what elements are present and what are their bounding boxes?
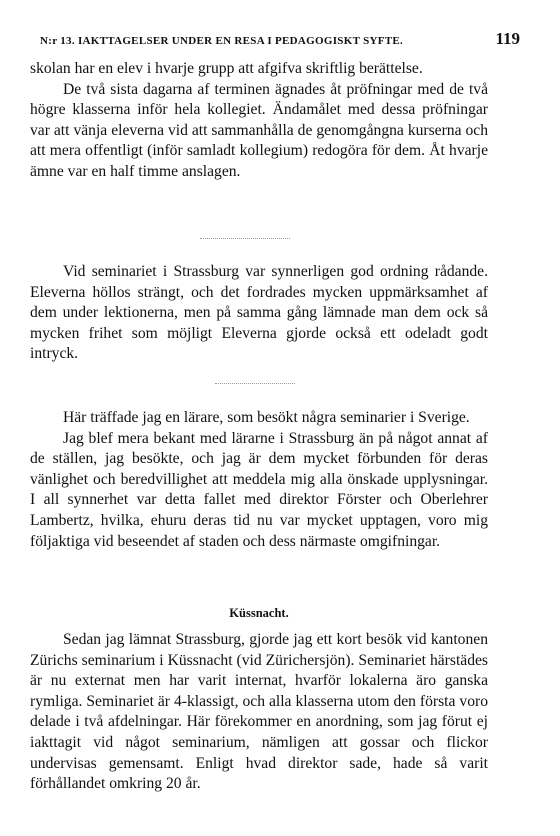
page-number: 119 — [495, 29, 520, 48]
text-block-3 — [30, 408, 488, 552]
section-separator — [215, 383, 295, 384]
page-header — [40, 29, 520, 53]
paragraph-kussnacht: Sedan jag lämnat Strassburg, gjorde jag ett kort besök vid kantonen Zürichs seminarium i Küssnacht (vid Zürichersjön). Seminariet härstädes är nu externat men har varit internat, hvarför lokalerna äro ganska rymliga. Seminariet är 4-klassigt, och alla klasserna utom den första voro delade i två afdelningar. Här förekommer en anordning, som jag förut ej iakttagit vid något seminarium, nämligen att gossar och flickor undervisas gemensamt. Enligt hvad direktor sade, hade så varit förhållandet omkring 20 år. — [30, 631, 488, 793]
text-block-2 — [30, 262, 488, 365]
running-title: N:r 13. IAKTTAGELSER UNDER EN RESA I PEDAGOGISKT SYFTE. — [40, 35, 404, 47]
section-separator — [200, 238, 290, 239]
paragraph-examinations: De två sista dagarna af terminen ägnades åt pröfningar med de två högre klasserna inför hela kollegiet. Ändamålet med dessa pröfningar var att vänja eleverna vid att sammanhålla de genomgångna kurserna och att mera offentligt (inför samladt kollegium) redogöra för dem. Åt hvarje ämne var en half timme anslagen. — [30, 80, 488, 180]
section-heading: Küssnacht. — [229, 606, 289, 620]
text-block-1 — [30, 59, 488, 183]
text-block-4 — [30, 630, 488, 795]
paragraph-strassburg-order: Vid seminariet i Strassburg var synnerligen god ordning rådande. Eleverna höllos strängt, och det fordrades mycken uppmärksamhet af dem under lektionerna, men på samma gång lämnade man dem ock så mycken frihet som möjligt Eleverna gjorde också ett odeladt godt intryck. — [30, 263, 488, 363]
paragraph-teacher-sweden: Här träffade jag en lärare, som besökt några seminarier i Sverige. — [63, 409, 470, 426]
paragraph-continuation: skolan har en elev i hvarje grupp att afgifva skriftlig berättelse. — [30, 60, 423, 77]
paragraph-strassburg-teachers: Jag blef mera bekant med lärarne i Strassburg än på något annat af de ställen, jag besökte, och jag är dem mycket förbunden för deras vänlighet och beredvillighet att meddela mig alla önskade upplysningar. I all synnerhet var detta fallet med direktor Förster och Oberlehrer Lambertz, hvilka, ehuru deras tid nu var mycket upptagen, voro mig följaktiga vid beseendet af staden och dess närmaste omgifningar. — [30, 429, 488, 550]
